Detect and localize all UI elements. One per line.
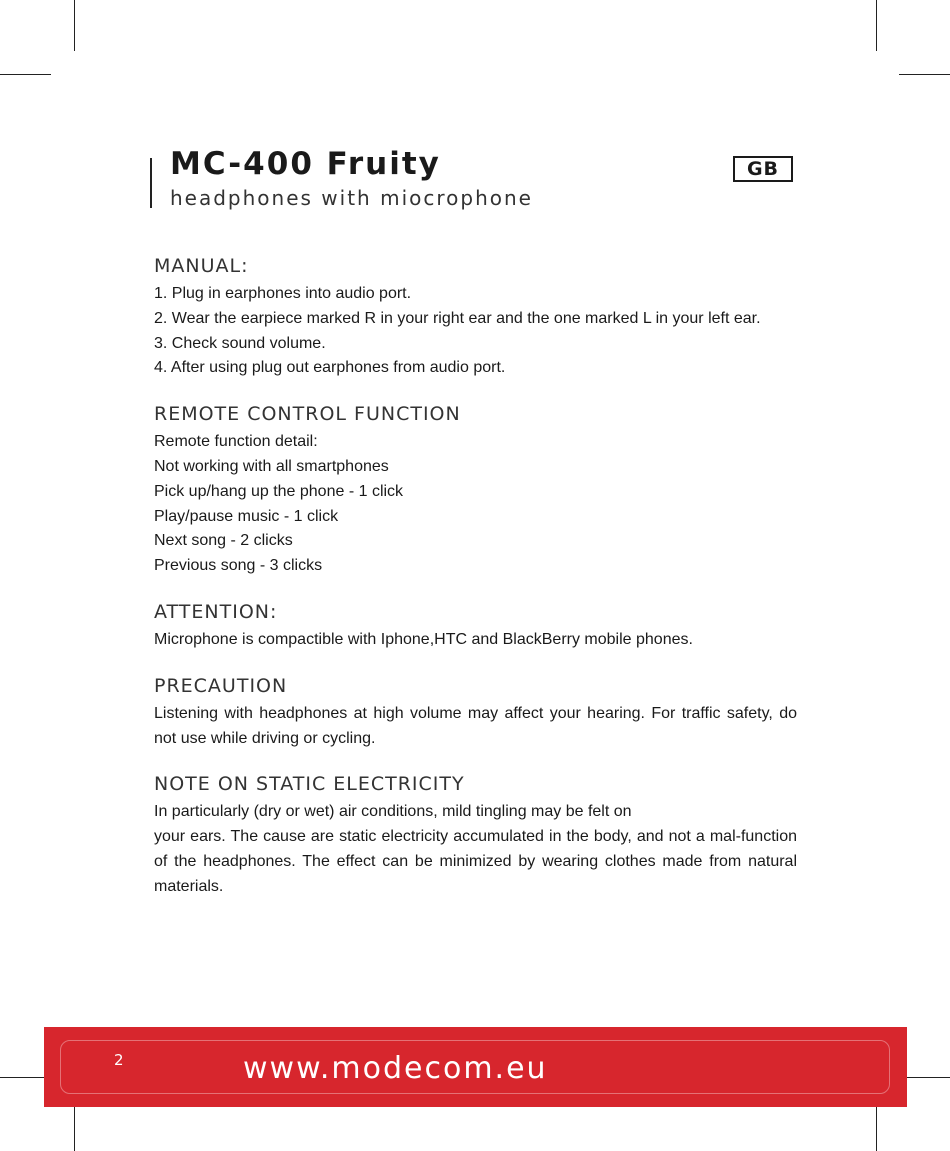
attention-text: Microphone is compactible with Iphone,HTC and BlackBerry mobile phones.	[154, 630, 693, 648]
remote-control-line: Play/pause music - 1 click	[154, 507, 339, 525]
website-link[interactable]: www.modecom.eu	[243, 1051, 548, 1086]
remote-control-line: Next song - 2 clicks	[154, 532, 293, 550]
remote-control-section	[154, 400, 797, 579]
crop-mark-top-left-horizontal	[0, 74, 51, 75]
precaution-text: Listening with headphones at high volume may affect your hearing. For traffic safety, do not use while driving or cycling.	[154, 704, 797, 747]
crop-mark-bottom-right-vertical	[876, 1100, 877, 1151]
crop-mark-top-left-vertical	[74, 0, 75, 51]
static-electricity-text: your ears. The cause are static electricity accumulated in the body, and not a mal-function of the headphones. The effect can be minimized by wearing clothes made from natural materials.	[154, 828, 797, 895]
remote-control-line: Remote function detail:	[154, 433, 318, 451]
manual-step: 3. Check sound volume.	[154, 334, 326, 352]
precaution-section	[154, 672, 797, 752]
remote-control-line: Previous song - 3 clicks	[154, 557, 323, 575]
remote-control-heading: REMOTE CONTROL FUNCTION	[154, 403, 461, 426]
static-electricity-text: In particularly (dry or wet) air conditions, mild tingling may be felt on	[154, 803, 632, 821]
static-electricity-section	[154, 770, 797, 899]
footer-frame	[60, 1040, 890, 1094]
crop-mark-bottom-left-vertical	[74, 1100, 75, 1151]
static-electricity-heading: NOTE ON STATIC ELECTRICITY	[154, 773, 465, 796]
footer-banner	[44, 1027, 907, 1107]
attention-section	[154, 598, 797, 653]
manual-step: 2. Wear the earpiece marked R in your right ear and the one marked L in your left ear.	[154, 309, 761, 327]
manual-heading: MANUAL:	[154, 255, 249, 277]
attention-heading: ATTENTION:	[154, 600, 278, 623]
page-number: 2	[114, 1051, 124, 1069]
manual-step: 1. Plug in earphones into audio port.	[154, 285, 412, 302]
crop-mark-top-right-vertical	[876, 0, 877, 51]
title-accent-bar	[150, 158, 152, 208]
manual-step: 4. After using plug out earphones from audio port.	[154, 359, 506, 377]
manual-section	[154, 252, 797, 381]
product-subtitle: headphones with miocrophone	[170, 186, 533, 210]
remote-control-line: Pick up/hang up the phone - 1 click	[154, 482, 404, 500]
manual-content	[154, 252, 797, 919]
language-badge: GB	[733, 156, 793, 182]
precaution-heading: PRECAUTION	[154, 674, 288, 697]
crop-mark-top-right-horizontal	[899, 74, 950, 75]
product-title: MC-400 Fruity	[170, 146, 441, 182]
remote-control-line: Not working with all smartphones	[154, 457, 389, 475]
